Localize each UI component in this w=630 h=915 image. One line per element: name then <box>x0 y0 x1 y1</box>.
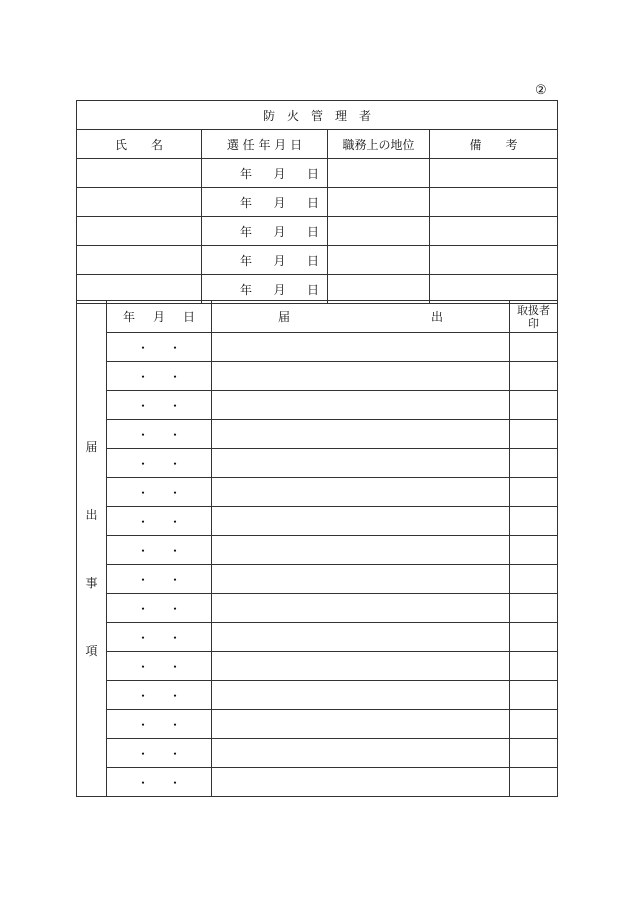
position-cell[interactable] <box>328 217 430 246</box>
notification-date-cell[interactable] <box>107 507 212 536</box>
notification-date-cell[interactable] <box>107 710 212 739</box>
date-separator-dot: ・ <box>169 340 182 355</box>
notification-row <box>77 623 558 652</box>
notification-content-cell[interactable] <box>212 507 510 536</box>
handler-seal-cell[interactable] <box>510 652 558 681</box>
notification-date-cell[interactable] <box>107 449 212 478</box>
notification-items-table <box>76 300 558 797</box>
handler-seal-cell[interactable] <box>510 391 558 420</box>
notification-date-cell[interactable] <box>107 594 212 623</box>
date-separator-dot: ・ <box>169 398 182 413</box>
remarks-cell[interactable] <box>430 217 558 246</box>
appointed-date-cell[interactable]: 年 月 日 <box>202 246 328 275</box>
notification-content-cell[interactable] <box>212 449 510 478</box>
date-separator-dot: ・ <box>136 456 149 471</box>
manager-row <box>77 217 558 246</box>
notification-row <box>77 478 558 507</box>
position-cell[interactable] <box>328 159 430 188</box>
notification-row <box>77 507 558 536</box>
handler-seal-cell[interactable] <box>510 478 558 507</box>
date-separator-dot: ・ <box>169 775 182 790</box>
notification-row <box>77 768 558 797</box>
date-separator-dot: ・ <box>169 485 182 500</box>
notification-content-cell[interactable] <box>212 362 510 391</box>
notification-row <box>77 420 558 449</box>
appointed-date-cell[interactable]: 年 月 日 <box>202 275 328 304</box>
date-separator-dot: ・ <box>169 369 182 384</box>
notification-date-cell[interactable] <box>107 333 212 362</box>
handler-seal-cell[interactable] <box>510 623 558 652</box>
header-notification: 届 出 <box>212 301 510 333</box>
position-cell[interactable] <box>328 246 430 275</box>
notification-row <box>77 710 558 739</box>
date-separator-dot: ・ <box>169 601 182 616</box>
date-separator-dot: ・ <box>169 543 182 558</box>
date-separator-dot: ・ <box>169 572 182 587</box>
date-separator-dot: ・ <box>136 427 149 442</box>
notification-row <box>77 594 558 623</box>
notification-content-cell[interactable] <box>212 478 510 507</box>
notification-content-cell[interactable] <box>212 681 510 710</box>
notification-content-cell[interactable] <box>212 623 510 652</box>
date-separator-dot: ・ <box>136 775 149 790</box>
date-separator-dot: ・ <box>136 688 149 703</box>
appointed-date-cell[interactable]: 年 月 日 <box>202 217 328 246</box>
notification-content-cell[interactable] <box>212 710 510 739</box>
manager-row <box>77 159 558 188</box>
notification-date-cell[interactable] <box>107 420 212 449</box>
notification-content-cell[interactable] <box>212 391 510 420</box>
handler-seal-cell[interactable] <box>510 507 558 536</box>
date-separator-dot: ・ <box>169 630 182 645</box>
date-separator-dot: ・ <box>169 514 182 529</box>
date-separator-dot: ・ <box>169 456 182 471</box>
notification-date-cell[interactable] <box>107 362 212 391</box>
notification-row <box>77 333 558 362</box>
notification-row <box>77 391 558 420</box>
header-appointed-date: 選 任 年 月 日 <box>202 130 328 159</box>
handler-seal-cell[interactable] <box>510 594 558 623</box>
remarks-cell[interactable] <box>430 159 558 188</box>
handler-seal-cell[interactable] <box>510 565 558 594</box>
handler-seal-cell[interactable] <box>510 333 558 362</box>
date-separator-dot: ・ <box>136 630 149 645</box>
remarks-cell[interactable] <box>430 246 558 275</box>
name-cell[interactable] <box>77 188 202 217</box>
notification-content-cell[interactable] <box>212 652 510 681</box>
name-cell[interactable] <box>77 246 202 275</box>
notification-date-cell[interactable] <box>107 681 212 710</box>
name-cell[interactable] <box>77 217 202 246</box>
notification-row <box>77 449 558 478</box>
handler-seal-cell[interactable] <box>510 420 558 449</box>
appointed-date-cell[interactable]: 年 月 日 <box>202 188 328 217</box>
appointed-date-cell[interactable]: 年 月 日 <box>202 159 328 188</box>
notification-content-cell[interactable] <box>212 739 510 768</box>
header-handler-seal: 取扱者 印 <box>510 301 558 333</box>
handler-seal-cell[interactable] <box>510 768 558 797</box>
date-separator-dot: ・ <box>136 659 149 674</box>
position-cell[interactable] <box>328 188 430 217</box>
notification-date-cell[interactable] <box>107 652 212 681</box>
remarks-cell[interactable] <box>430 188 558 217</box>
page-number: ② <box>535 83 547 98</box>
notification-content-cell[interactable] <box>212 420 510 449</box>
notification-date-cell[interactable] <box>107 623 212 652</box>
notification-content-cell[interactable] <box>212 536 510 565</box>
date-separator-dot: ・ <box>169 427 182 442</box>
date-separator-dot: ・ <box>136 514 149 529</box>
notification-row <box>77 681 558 710</box>
date-separator-dot: ・ <box>136 543 149 558</box>
notification-row <box>77 536 558 565</box>
fire-prevention-manager-table <box>76 100 558 304</box>
handler-seal-cell[interactable] <box>510 710 558 739</box>
notification-row <box>77 362 558 391</box>
notification-date-cell[interactable] <box>107 768 212 797</box>
date-separator-dot: ・ <box>136 572 149 587</box>
manager-table-title: 防 火 管 理 者 <box>77 101 558 130</box>
notification-row <box>77 739 558 768</box>
header-position: 職務上の地位 <box>328 130 430 159</box>
notification-items-side-label: 届 出 事 項 <box>77 301 107 797</box>
date-separator-dot: ・ <box>136 717 149 732</box>
handler-seal-cell[interactable] <box>510 739 558 768</box>
notification-date-cell[interactable] <box>107 536 212 565</box>
notification-date-cell[interactable] <box>107 565 212 594</box>
handler-seal-cell[interactable] <box>510 536 558 565</box>
notification-row <box>77 652 558 681</box>
notification-row <box>77 565 558 594</box>
notification-date-cell[interactable] <box>107 391 212 420</box>
date-separator-dot: ・ <box>169 746 182 761</box>
notification-content-cell[interactable] <box>212 768 510 797</box>
date-separator-dot: ・ <box>136 398 149 413</box>
header-name: 氏 名 <box>77 130 202 159</box>
handler-seal-cell[interactable] <box>510 449 558 478</box>
header-date: 年 月 日 <box>107 301 212 333</box>
manager-row <box>77 246 558 275</box>
date-separator-dot: ・ <box>136 340 149 355</box>
manager-row <box>77 188 558 217</box>
date-separator-dot: ・ <box>169 688 182 703</box>
notification-content-cell[interactable] <box>212 333 510 362</box>
notification-content-cell[interactable] <box>212 594 510 623</box>
header-remarks: 備 考 <box>430 130 558 159</box>
date-separator-dot: ・ <box>136 369 149 384</box>
date-separator-dot: ・ <box>136 601 149 616</box>
date-separator-dot: ・ <box>136 746 149 761</box>
notification-content-cell[interactable] <box>212 565 510 594</box>
handler-seal-cell[interactable] <box>510 362 558 391</box>
date-separator-dot: ・ <box>169 717 182 732</box>
notification-date-cell[interactable] <box>107 739 212 768</box>
name-cell[interactable] <box>77 159 202 188</box>
notification-date-cell[interactable] <box>107 478 212 507</box>
date-separator-dot: ・ <box>136 485 149 500</box>
handler-seal-cell[interactable] <box>510 681 558 710</box>
date-separator-dot: ・ <box>169 659 182 674</box>
